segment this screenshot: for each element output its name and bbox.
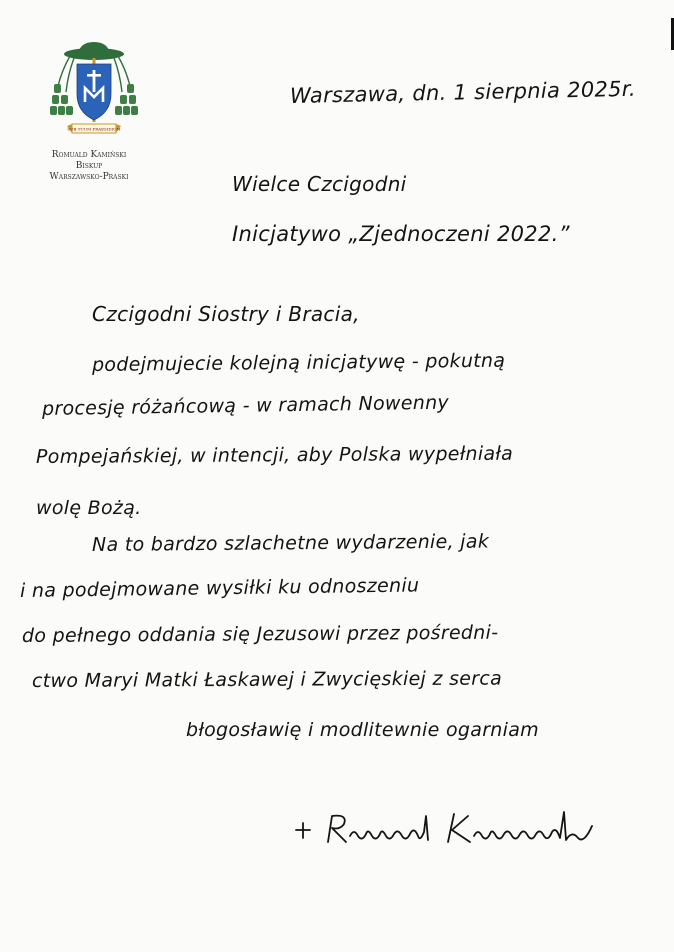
body-line: Na to bardzo szlachetne wydarzenie, jak	[91, 530, 490, 556]
diocese-name: Warszawsko-Praski	[49, 172, 129, 182]
body-line: do pełnego oddania się Jezusowi przez pośredni-	[21, 621, 499, 647]
greeting-line-2: Inicjatywo „Zjednoczeni 2022.”	[232, 222, 570, 246]
body-line: wolę Bożą.	[36, 497, 142, 519]
letterhead	[12, 150, 166, 183]
body-line: procesję różańcową - w ramach Nowenny	[41, 391, 450, 420]
body-line: i na podejmowane wysiłki ku odnoszeniu	[19, 574, 420, 602]
bishop-name: Romuald Kamiński	[51, 150, 127, 160]
salutation: Czcigodni Siostry i Bracia,	[92, 302, 360, 326]
handwritten-signature	[292, 808, 622, 856]
coat-of-arms-emblem	[44, 40, 144, 142]
motto-text: SUB TUUM PRAESIDIUM	[67, 126, 121, 132]
body-line: Pompejańskiej, w intencji, aby Polska wypełniała	[35, 442, 514, 468]
place-date: Warszawa, dn. 1 sierpnia 2025r.	[289, 76, 637, 108]
body-line: błogosławię i modlitewnie ogarniam	[186, 719, 539, 741]
body-line: podejmujecie kolejną inicjatywę - pokutną	[91, 349, 506, 376]
bishop-title: Biskup	[75, 161, 103, 171]
greeting-line-1: Wielce Czcigodni	[232, 172, 407, 196]
body-line: ctwo Maryi Matki Łaskawej i Zwycięskiej z serca	[31, 667, 503, 692]
